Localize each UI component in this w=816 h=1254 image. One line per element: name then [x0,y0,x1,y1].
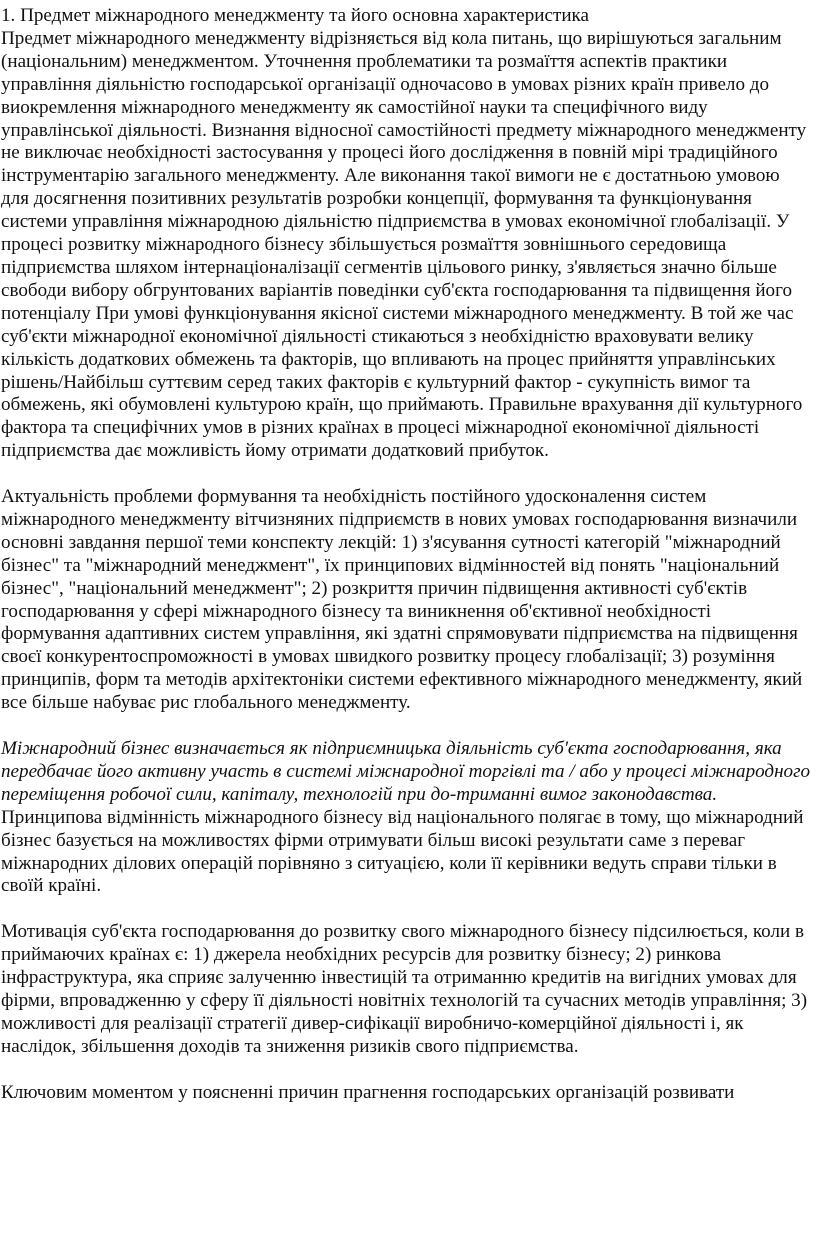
paragraph-subject-of-international-management: Предмет міжнародного менеджменту відрізняється від кола питань, що вирішуються загальним (національним) менеджментом. Уточнення проблематики та розмаїття аспектів практики управління діяльністю господарської організації одночасово в умовах різних країн привело до виокремлення міжнародного менеджменту як самостійної науки та специфічного виду управлінської діяльності. Визнання відносної самостійності предмету міжнародного менеджменту не виключає необхідності застосування у процесі його дослідження в повній мірі традиційного інструментарію загального менеджменту. Але виконання такої вимоги не є достатньою умовою для досягнення позитивних результатів розробки концепції, формування та функціонування системи управління міжнародною діяльністю підприємства в умовах економічної глобалізації. У процесі розвитку міжнародного бізнесу збільшується розмаїття зовнішнього середовища підприємства шляхом інтернаціоналізації сегментів цільового ринку, з'являється значно більше свободи вибору обгрунтованих варіантів поведінки суб'єкта господарювання та підвищення його потенціалу При умові функціонування якісної системи міжнародного менеджменту. В той же час суб'єкти міжнародної економічної діяльності стикаються з необхідністю враховувати велику кількість додаткових обмежень та факторів, що впливають на процес прийняття управлінських рішень/Найбільш суттєвим серед таких факторів є культурний фактор - сукупність вимог та обмежень, які обумовлені культурою країн, що приймають. Правильне врахування дії культурного фактора та специфічних умов в різних країнах в процесі міжнародної економічної діяльності підприємства дає можливість йому отримати додатковий прибуток. [1,27,807,462]
definition-italic-text: Міжнародний бізнес визначається як підприємницька діяльність суб'єкта господарювання, яка передбачає його активну участь в системі міжнародної торгівлі та / або у процесі міжнародного переміщення робочої сили, капіталу, технологій при до-триманні вимог законодавства. [1,737,811,805]
paragraph-international-business-definition [1,738,812,898]
paragraph-spacer [1,1059,812,1082]
paragraph-spacer [1,715,812,738]
paragraph-spacer [1,898,812,921]
definition-regular-text: Принципова відмінність міжнародного бізнесу від національного полягає в тому, що міжнародний бізнес базується на можливостях фірми отримувати більш високі результати саме з переваг міжнародних ділових операцій порівняно з ситуацією, коли її керівники ведуть справи тільки в своїй країні. [1,806,804,897]
section-heading: 1. Предмет міжнародного менеджменту та його основна характеристика [1,5,590,26]
paragraph-spacer [1,463,812,486]
paragraph-relevance-of-problem: Актуальність проблеми формування та необхідність постійного удосконалення систем міжнародного менеджменту вітчизняних підприємств в нових умовах господарювання визначили основні завдання першої теми конспекту лекцій: 1) з'ясування сутності категорій "міжнародний бізнес" та "міжнародний менеджмент", їх принципових відмінностей від понять "національний бізнес", "національний менеджмент"; 2) розкриття причин підвищення активності суб'єктів господарювання у сфері міжнародного бізнесу та виникнення об'єктивної необхідності формування адаптивних систем управління, які здатні спрямовувати підприємства на підвищення своєї конкурентоспроможності в умовах швидкого розвитку процесу глобалізації; 3) розуміння принципів, форм та методів архітектоніки системи ефективного міжнародного менеджменту, який все більше набуває рис глобального менеджменту. [1,486,803,714]
paragraph-key-moment: Ключовим моментом у поясненні причин прагнення господарських організацій розвивати [1,1081,735,1103]
paragraph-motivation: Мотивація суб'єкта господарювання до розвитку свого міжнародного бізнесу підсилюється, коли в приймаючих країнах є: 1) джерела необхідних ресурсів для розвитку бізнесу; 2) ринкова інфраструктура, яка сприяє залученню інвестицій та отриманню кредитів на вигідних умовах для фірми, впровадженню у сферу її діяльності новітніх технологій та сучасних методів управління; 3) можливості для реалізації стратегії дивер-сифікації виробничо-комерційної діяльності і, як наслідок, збільшення доходів та зниження ризиків свого підприємства. [1,921,808,1057]
